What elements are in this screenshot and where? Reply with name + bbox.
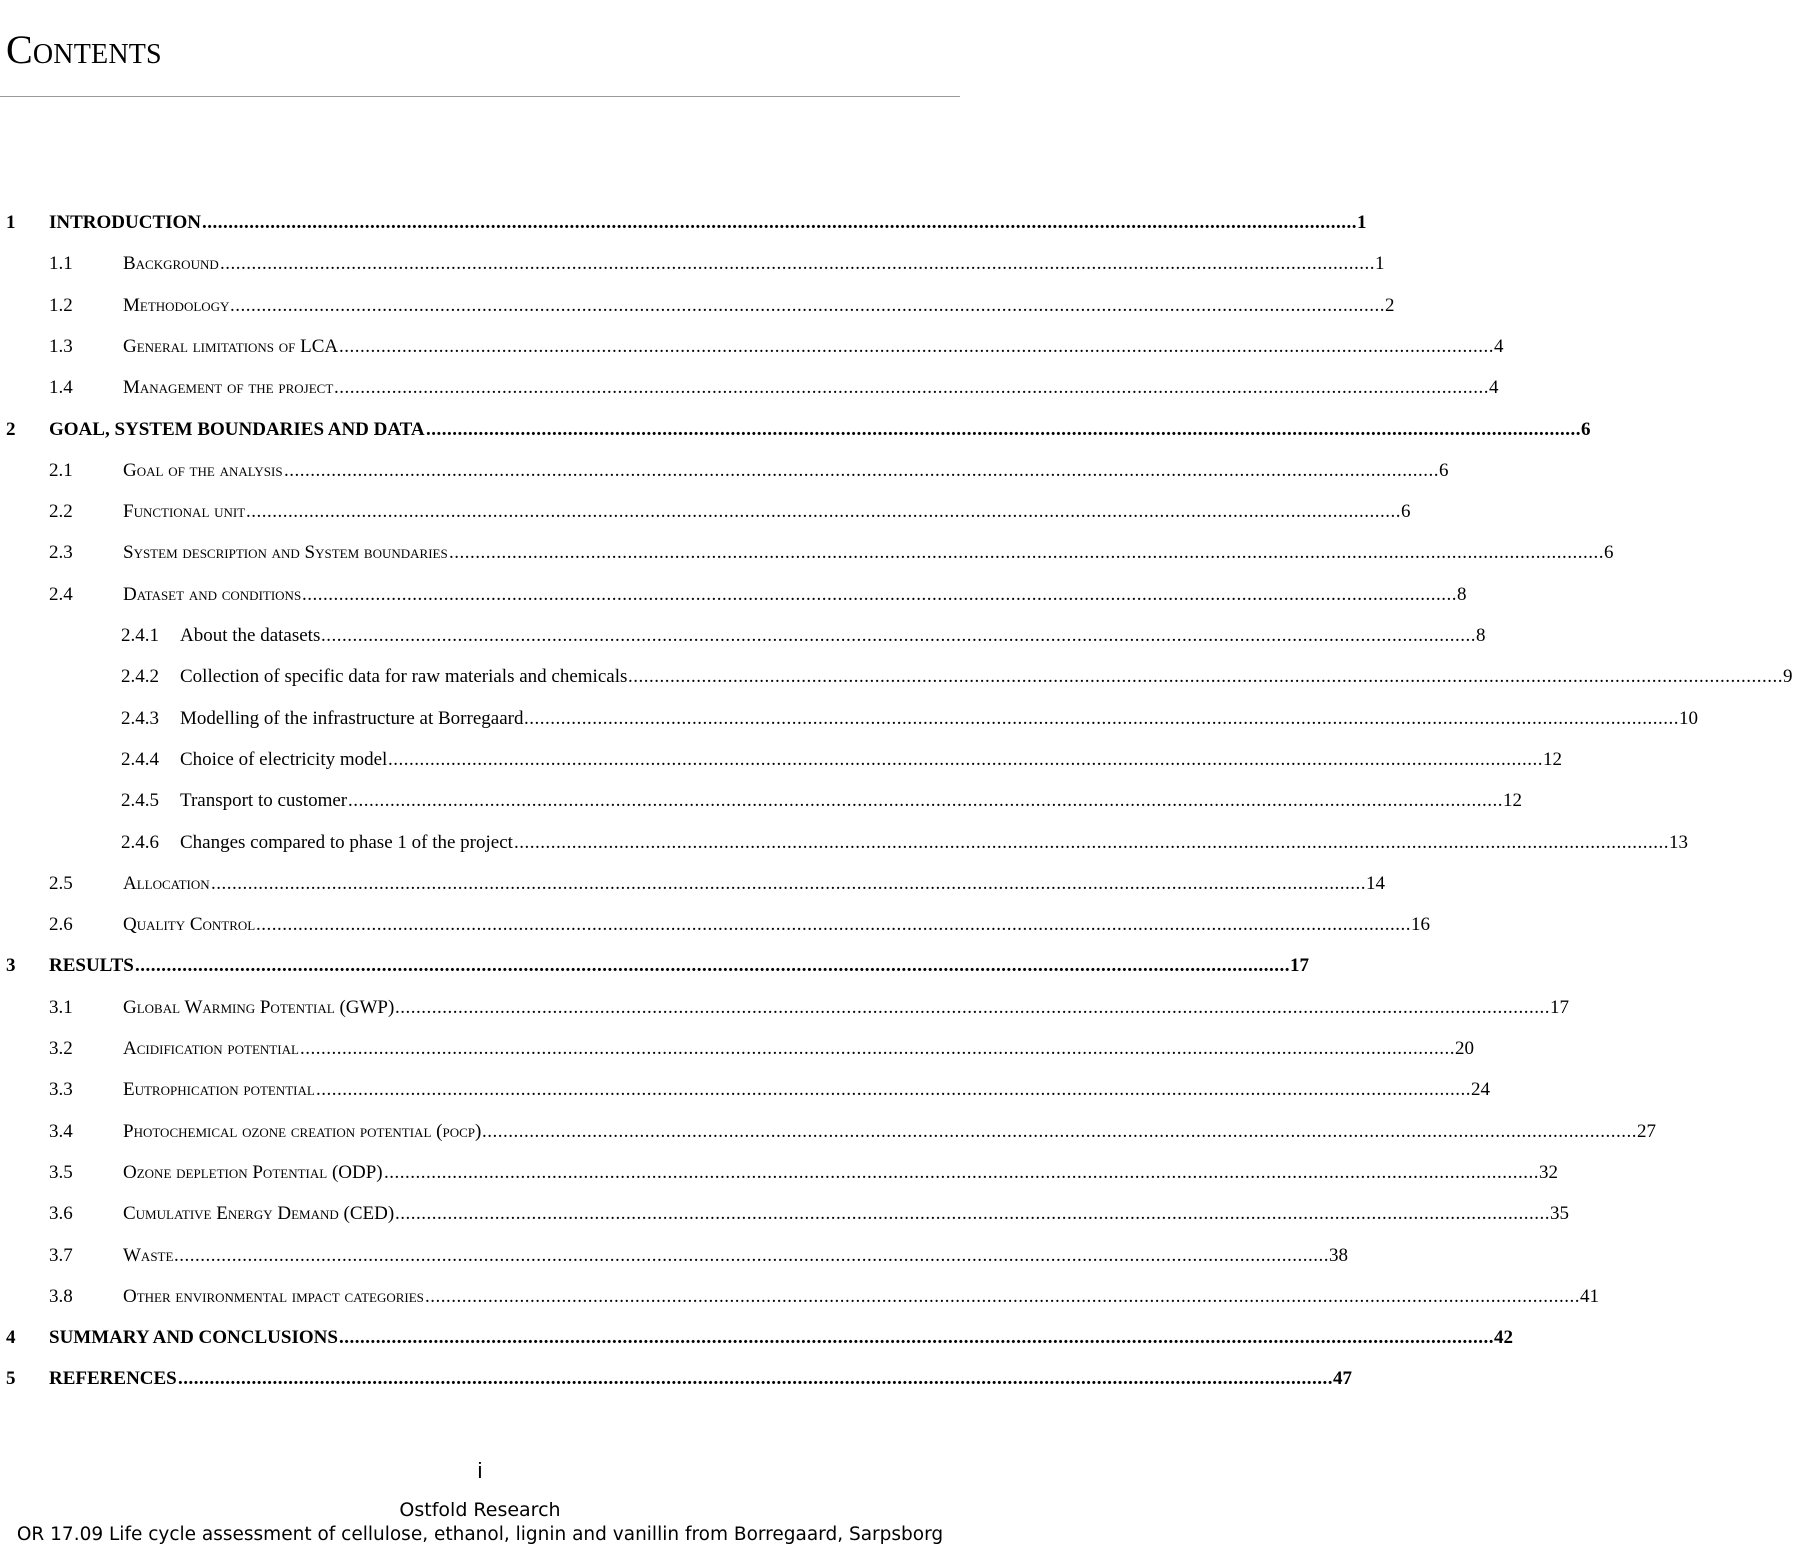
toc-entry-label: Collection of specific data for raw materials and chemicals [180, 666, 628, 688]
toc-entry-number: 3.4 [49, 1120, 73, 1142]
toc-entry-number: 4 [6, 1327, 16, 1349]
toc-entry-label: Eutrophication potential [123, 1079, 315, 1101]
toc-entry-number: 1.3 [49, 335, 73, 357]
toc-entry-label: Dataset and conditions [123, 583, 302, 605]
dot-leader: ............................................................................................................................................................................................................................ [202, 212, 1357, 233]
toc-entry-label: Choice of electricity model [180, 748, 388, 770]
toc-entry-page: 16 [1411, 914, 1430, 936]
toc-entry[interactable] [0, 662, 1793, 692]
toc-entry-label: About the datasets [180, 625, 321, 646]
toc-entry-label: Transport to customer [180, 790, 348, 812]
toc-entry-leader-row [284, 456, 1449, 486]
toc-entry-page: 4 [1489, 377, 1499, 399]
toc-entry-leader-row [395, 993, 1569, 1023]
toc-entry-label: Modelling of the infrastructure at Borregaard [180, 707, 524, 729]
dot-leader: ............................................................................................................................................................................................................................ [426, 418, 1581, 440]
toc-entry[interactable] [0, 1034, 1474, 1064]
toc-entry-leader-row [300, 1034, 1474, 1064]
toc-entry-number: 2.4 [49, 583, 73, 605]
toc-entry-leader-row [321, 621, 1486, 651]
toc-entry[interactable] [0, 1075, 1490, 1105]
toc-entry[interactable] [0, 332, 1504, 362]
toc-entry-page: 35 [1550, 1203, 1569, 1225]
dot-leader: ............................................................................................................................................................................................................................ [135, 955, 1290, 977]
toc-entry-page: 17 [1550, 996, 1569, 1018]
toc-entry-leader-row [174, 1241, 1348, 1271]
toc-entry-number: 2 [6, 418, 16, 440]
dot-leader: ............................................................................................................................................................................................................................ [321, 625, 1476, 646]
toc-entry-label: SUMMARY AND CONCLUSIONS [49, 1327, 338, 1349]
toc-entry-page: 10 [1679, 707, 1698, 729]
toc-entry-leader-row [316, 1075, 1490, 1105]
toc-entry-label: REFERENCES [49, 1368, 177, 1390]
toc-entry-page: 14 [1366, 872, 1385, 894]
footer-report-title: OR 17.09 Life cycle assessment of cellulose, ethanol, lignin and vanillin from Borregaard, Sarpsborg [16, 1524, 944, 1545]
dot-leader: ............................................................................................................................................................................................................................ [348, 790, 1503, 812]
toc-entry-label: Goal of the analysis [123, 459, 283, 481]
toc-entry-leader-row [220, 249, 1385, 279]
toc-entry-label: System description and System boundaries [123, 542, 448, 564]
dot-leader: ............................................................................................................................................................................................................................ [302, 583, 1457, 605]
toc-entry-page: 17 [1290, 955, 1309, 977]
toc-entry-label: RESULTS [49, 955, 134, 977]
toc-entry-label: Waste [123, 1244, 174, 1266]
toc-entry[interactable] [0, 993, 1569, 1023]
toc-entry-leader-row [246, 497, 1411, 527]
dot-leader: ............................................................................................................................................................................................................................ [395, 996, 1550, 1018]
toc-entry-number: 3.5 [49, 1161, 73, 1183]
toc-entry-leader-row [348, 786, 1522, 816]
toc-entry-label: Management of the project [123, 377, 334, 399]
toc-entry[interactable] [0, 1158, 1558, 1188]
dot-leader: ............................................................................................................................................................................................................................ [339, 1327, 1494, 1349]
toc-entry-leader-row [302, 580, 1467, 610]
toc-entry[interactable] [0, 497, 1411, 527]
dot-leader: ............................................................................................................................................................................................................................ [384, 1161, 1539, 1183]
toc-entry[interactable] [0, 869, 1385, 899]
toc-entry-page: 12 [1503, 790, 1522, 812]
dot-leader: ............................................................................................................................................................................................................................ [211, 872, 1366, 894]
dot-leader: ............................................................................................................................................................................................................................ [334, 377, 1489, 399]
toc-entry[interactable] [0, 456, 1449, 486]
toc-entry-number: 1.4 [49, 377, 73, 399]
toc-entry-label: Ozone depletion Potential (ODP) [123, 1161, 383, 1183]
toc-entry[interactable] [0, 1323, 1513, 1353]
toc-entry[interactable] [0, 1364, 1352, 1394]
toc-entry-label: Quality Control [123, 914, 256, 936]
toc-entry-number: 2.5 [49, 872, 73, 894]
dot-leader: ............................................................................................................................................................................................................................ [316, 1079, 1471, 1101]
toc-entry-page: 32 [1539, 1161, 1558, 1183]
toc-entry[interactable] [0, 828, 1688, 858]
dot-leader: ............................................................................................................................................................................................................................ [256, 914, 1411, 936]
toc-entry-number: 5 [6, 1368, 16, 1390]
toc-entry-label: Allocation [123, 872, 210, 894]
toc-entry-leader-row [425, 1282, 1599, 1312]
toc-entry-leader-row [388, 745, 1562, 775]
toc-entry-label: Functional unit [123, 501, 246, 523]
dot-leader: ............................................................................................................................................................................................................................ [425, 1285, 1580, 1307]
toc-entry-leader-row [230, 291, 1395, 321]
toc-entry-label: Other environmental impact categories [123, 1285, 424, 1307]
toc-entry-page: 1 [1375, 253, 1385, 275]
toc-entry[interactable] [0, 415, 1591, 445]
toc-entry-page: 1 [1357, 212, 1367, 233]
dot-leader: ............................................................................................................................................................................................................................ [524, 707, 1679, 729]
toc-entry-number: 3.1 [49, 996, 73, 1018]
toc-entry-page: 8 [1476, 625, 1486, 646]
toc-entry-label: Cumulative Energy Demand (CED) [123, 1203, 395, 1225]
toc-entry-number: 2.6 [49, 914, 73, 936]
page-title: Contents [6, 27, 162, 72]
toc-entry-page: 13 [1669, 831, 1688, 853]
toc-entry-number: 1 [6, 212, 16, 233]
footer-organization: Ostfold Research [399, 1499, 561, 1521]
toc-entry-number: 2.4.1 [121, 625, 159, 646]
toc-entry-leader-row [426, 415, 1591, 445]
dot-leader: ............................................................................................................................................................................................................................ [449, 542, 1604, 564]
toc-entry-leader-row [135, 951, 1309, 981]
toc-entry[interactable] [0, 910, 1430, 940]
toc-entry-page: 8 [1457, 583, 1467, 605]
toc-entry-page: 27 [1637, 1120, 1656, 1142]
toc-entry-label: Acidification potential [123, 1038, 299, 1059]
toc-entry[interactable] [0, 249, 1385, 279]
toc-entry-page: 42 [1494, 1327, 1513, 1349]
toc-entry-number: 3.8 [49, 1285, 73, 1307]
toc-entry-page: 4 [1494, 335, 1504, 357]
toc-entry-label: GOAL, SYSTEM BOUNDARIES AND DATA [49, 418, 425, 440]
toc-entry-number: 3.2 [49, 1038, 73, 1059]
toc-entry-leader-row [334, 373, 1499, 403]
toc-entry-number: 2.4.2 [121, 666, 159, 688]
toc-entry-page: 2 [1385, 294, 1395, 316]
toc-entry-leader-row [482, 1117, 1656, 1147]
toc-entry-leader-row [211, 869, 1385, 899]
dot-leader: ............................................................................................................................................................................................................................ [395, 1203, 1550, 1225]
toc-entry-leader-row [384, 1158, 1558, 1188]
toc-entry-page: 6 [1401, 501, 1411, 523]
toc-entry[interactable] [0, 745, 1562, 775]
toc-entry-label: Methodology [123, 294, 230, 316]
toc-entry-page: 6 [1604, 542, 1614, 564]
toc-entry[interactable] [0, 291, 1395, 321]
toc-entry-label: Background [123, 253, 219, 275]
dot-leader: ............................................................................................................................................................................................................................ [174, 1244, 1329, 1266]
toc-entry[interactable] [0, 1282, 1599, 1312]
toc-entry-leader-row [395, 1199, 1569, 1229]
toc-entry-page: 9 [1783, 666, 1793, 688]
toc-entry[interactable] [0, 1199, 1569, 1229]
toc-entry-leader-row [339, 1323, 1513, 1353]
toc-entry-number: 2.2 [49, 501, 73, 523]
toc-entry-leader-row [628, 662, 1793, 692]
toc-entry-page: 20 [1455, 1038, 1474, 1059]
toc-entry-leader-row [449, 538, 1614, 568]
toc-entry-page: 6 [1439, 459, 1449, 481]
toc-entry-leader-row [178, 1364, 1352, 1394]
dot-leader: ............................................................................................................................................................................................................................ [339, 335, 1494, 357]
toc-entry-label: Changes compared to phase 1 of the project [180, 831, 513, 853]
dot-leader: ............................................................................................................................................................................................................................ [220, 253, 1375, 275]
toc-entry-number: 1.1 [49, 253, 73, 275]
toc-entry[interactable] [0, 621, 1486, 651]
toc-entry-page: 12 [1543, 748, 1562, 770]
toc-entry-number: 2.4.5 [121, 790, 159, 812]
toc-entry-number: 2.4.4 [121, 748, 159, 770]
dot-leader: ............................................................................................................................................................................................................................ [514, 831, 1669, 853]
toc-entry[interactable] [0, 208, 1367, 238]
toc-entry-page: 41 [1580, 1285, 1599, 1307]
toc-entry-number: 2.3 [49, 542, 73, 564]
toc-entry-number: 2.4.3 [121, 707, 159, 729]
toc-entry[interactable] [0, 373, 1499, 403]
toc-entry-label: General limitations of LCA [123, 335, 339, 357]
dot-leader: ............................................................................................................................................................................................................................ [178, 1368, 1333, 1390]
dot-leader: ............................................................................................................................................................................................................................ [284, 459, 1439, 481]
toc-entry-label: Global Warming Potential (GWP) [123, 996, 395, 1018]
toc-entry-page: 6 [1581, 418, 1591, 440]
toc-entry-number: 2.1 [49, 459, 73, 481]
toc-entry-number: 3.3 [49, 1079, 73, 1101]
toc-entry-page: 47 [1333, 1368, 1352, 1390]
toc-entry-number: 3 [6, 955, 16, 977]
dot-leader: ............................................................................................................................................................................................................................ [230, 294, 1385, 316]
toc-entry[interactable] [0, 786, 1522, 816]
dot-leader: ............................................................................................................................................................................................................................ [628, 666, 1783, 688]
toc-entry[interactable] [0, 951, 1309, 981]
toc-entry-leader-row [256, 910, 1430, 940]
toc-entry-number: 3.6 [49, 1203, 73, 1225]
dot-leader: ............................................................................................................................................................................................................................ [300, 1038, 1455, 1059]
toc-entry-leader-row [202, 208, 1367, 238]
toc-entry-leader-row [514, 828, 1688, 858]
toc-entry[interactable] [0, 704, 1698, 734]
toc-entry-page: 24 [1471, 1079, 1490, 1101]
toc-entry-number: 2.4.6 [121, 831, 159, 853]
toc-entry[interactable] [0, 1241, 1348, 1271]
page-number: i [477, 1458, 483, 1483]
toc-entry[interactable] [0, 1117, 1656, 1147]
dot-leader: ............................................................................................................................................................................................................................ [388, 748, 1543, 770]
dot-leader: ............................................................................................................................................................................................................................ [246, 501, 1401, 523]
toc-entry-leader-row [339, 332, 1504, 362]
toc-entry-label: INTRODUCTION [49, 212, 202, 233]
toc-entry-number: 3.7 [49, 1244, 73, 1266]
dot-leader: ............................................................................................................................................................................................................................ [482, 1120, 1637, 1142]
toc-entry[interactable] [0, 580, 1467, 610]
toc-entry-number: 1.2 [49, 294, 73, 316]
toc-entry-page: 38 [1329, 1244, 1348, 1266]
toc-entry-leader-row [524, 704, 1698, 734]
toc-entry[interactable] [0, 538, 1614, 568]
toc-entry-label: Photochemical ozone creation potential (pocp) [123, 1120, 482, 1142]
